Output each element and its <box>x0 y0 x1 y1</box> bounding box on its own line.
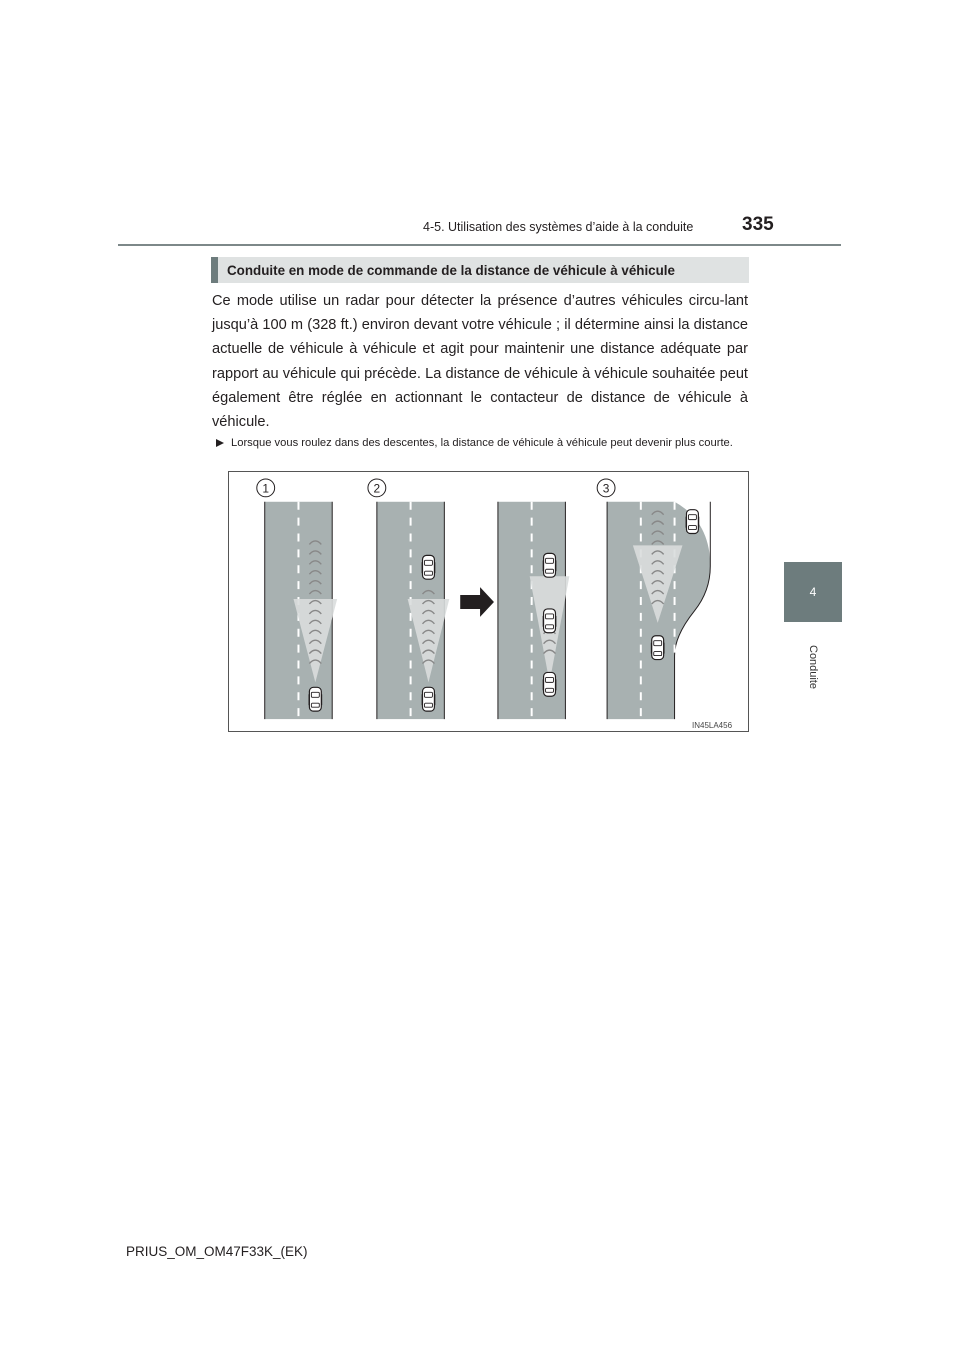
road-panel-2b <box>498 502 569 719</box>
heading-text: Conduite en mode de commande de la distance de véhicule à véhicule <box>227 262 675 278</box>
chapter-number: 4 <box>809 585 817 599</box>
callout-2-label: 2 <box>373 481 381 496</box>
page-number: 335 <box>742 214 774 235</box>
heading-accent-bar <box>211 257 218 283</box>
callout-3-label: 3 <box>602 481 610 496</box>
road-panel-2 <box>368 479 449 719</box>
section-heading <box>211 257 749 283</box>
chapter-tab <box>784 562 842 622</box>
footer-document-id: PRIUS_OM_OM47F33K_(EK) <box>126 1244 308 1259</box>
chapter-label: Conduite <box>807 644 819 690</box>
note-bullet-icon <box>216 439 224 447</box>
section-title: 4-5. Utilisation des systèmes d’aide à la conduite <box>423 220 694 234</box>
transition-arrow-icon <box>460 587 494 617</box>
body-paragraph: Ce mode utilise un radar pour détecter la présence d’autres véhicules circu-lant jusqu’à 100 m (328 ft.) environ devant votre véhicule ; il détermine ainsi la distance actuelle de véhicule à véhicule et agit pour maintenir une distance adéquate par rapport au véhicule qui précède. La distance de véhicule à véhicule souhaitée peut également être réglée en actionnant le contacteur de distance de véhicule à véhicule. <box>212 293 748 431</box>
road-panel-1 <box>257 479 337 719</box>
header-divider <box>118 244 841 246</box>
radar-distance-figure <box>228 471 749 732</box>
note-text: Lorsque vous roulez dans des descentes, la distance de véhicule à véhicule peut devenir plus courte. <box>231 437 733 449</box>
figure-code: IN45LA456 <box>692 721 733 730</box>
road-panel-3 <box>597 479 710 719</box>
callout-1-label: 1 <box>262 481 270 496</box>
